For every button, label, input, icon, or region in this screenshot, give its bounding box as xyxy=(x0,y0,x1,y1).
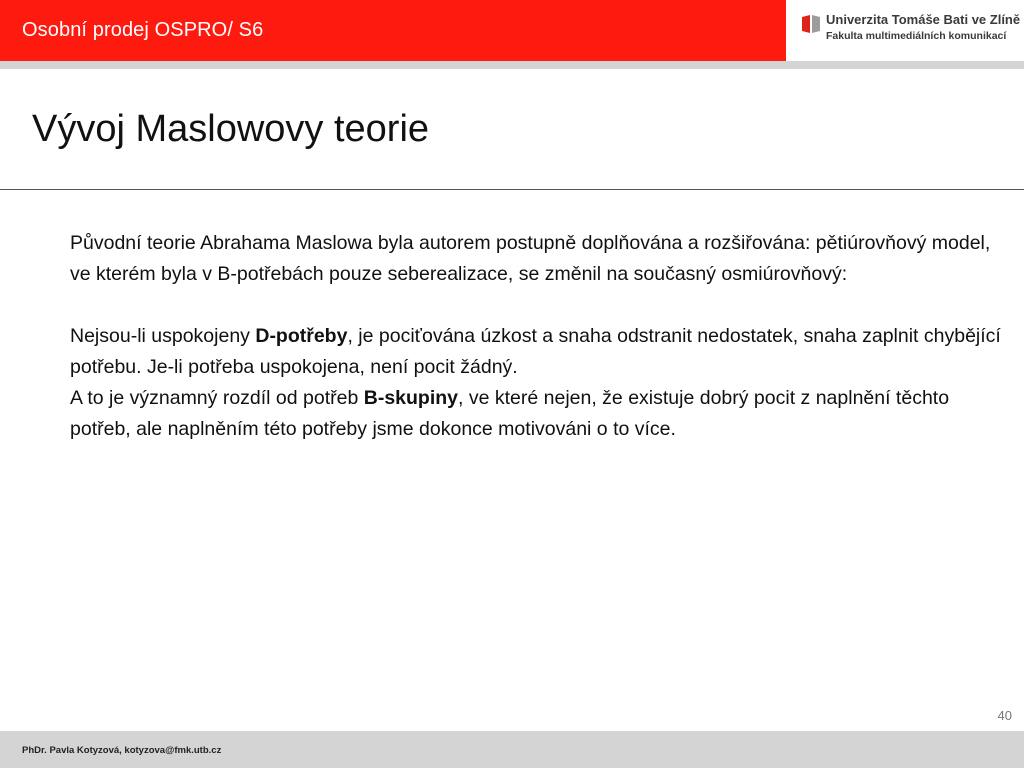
footer-bar xyxy=(0,731,1024,768)
header-divider-strip xyxy=(0,61,1024,69)
term-d-needs: D-potřeby xyxy=(255,325,348,347)
slide-title: Vývoj Maslowovy teorie xyxy=(32,108,430,150)
paragraph-b-needs-text-start: A to je významný rozdíl od potřeb xyxy=(70,387,364,409)
paragraph-d-needs-text-end: , je pociťována úzkost a snaha odstranit nedostatek, snaha zaplnit chybějící potřebu. Je-li potřeba uspokojena, není pocit žádný. xyxy=(70,325,1001,378)
book-icon xyxy=(800,13,822,35)
term-b-group: B-skupiny xyxy=(363,387,459,409)
slide-content xyxy=(70,228,1015,445)
paragraph-b-needs xyxy=(70,383,1015,445)
university-logo xyxy=(786,0,1024,61)
paragraph-spacer xyxy=(70,290,1015,321)
title-divider xyxy=(0,189,1024,190)
paragraph-d-needs xyxy=(70,321,1015,383)
paragraph-d-needs-text-start: Nejsou-li uspokojeny xyxy=(70,325,256,347)
header-bar xyxy=(0,0,786,61)
page-number: 40 xyxy=(997,708,1012,723)
paragraph-original-theory: Původní teorie Abrahama Maslowa byla autorem postupně doplňována a rozšiřována: pětiúrovňový model, ve kterém byla v B-potřebách pouze seberealizace, se změnil na současný osmiúrovňový: xyxy=(70,232,991,285)
footer-author: PhDr. Pavla Kotyzová, kotyzova@fmk.utb.cz xyxy=(22,745,222,756)
logo-faculty-name: Fakulta multimediálních komunikací xyxy=(826,30,1007,42)
paragraph-b-needs-text-end: , ve které nejen, že existuje dobrý pocit z naplnění těchto potřeb, ale naplněním této potřeby jsme dokonce motivováni o to více. xyxy=(70,387,950,440)
logo-university-name: Univerzita Tomáše Bati ve Zlíně xyxy=(826,12,1021,27)
course-title: Osobní prodej OSPRO/ S6 xyxy=(22,19,264,41)
